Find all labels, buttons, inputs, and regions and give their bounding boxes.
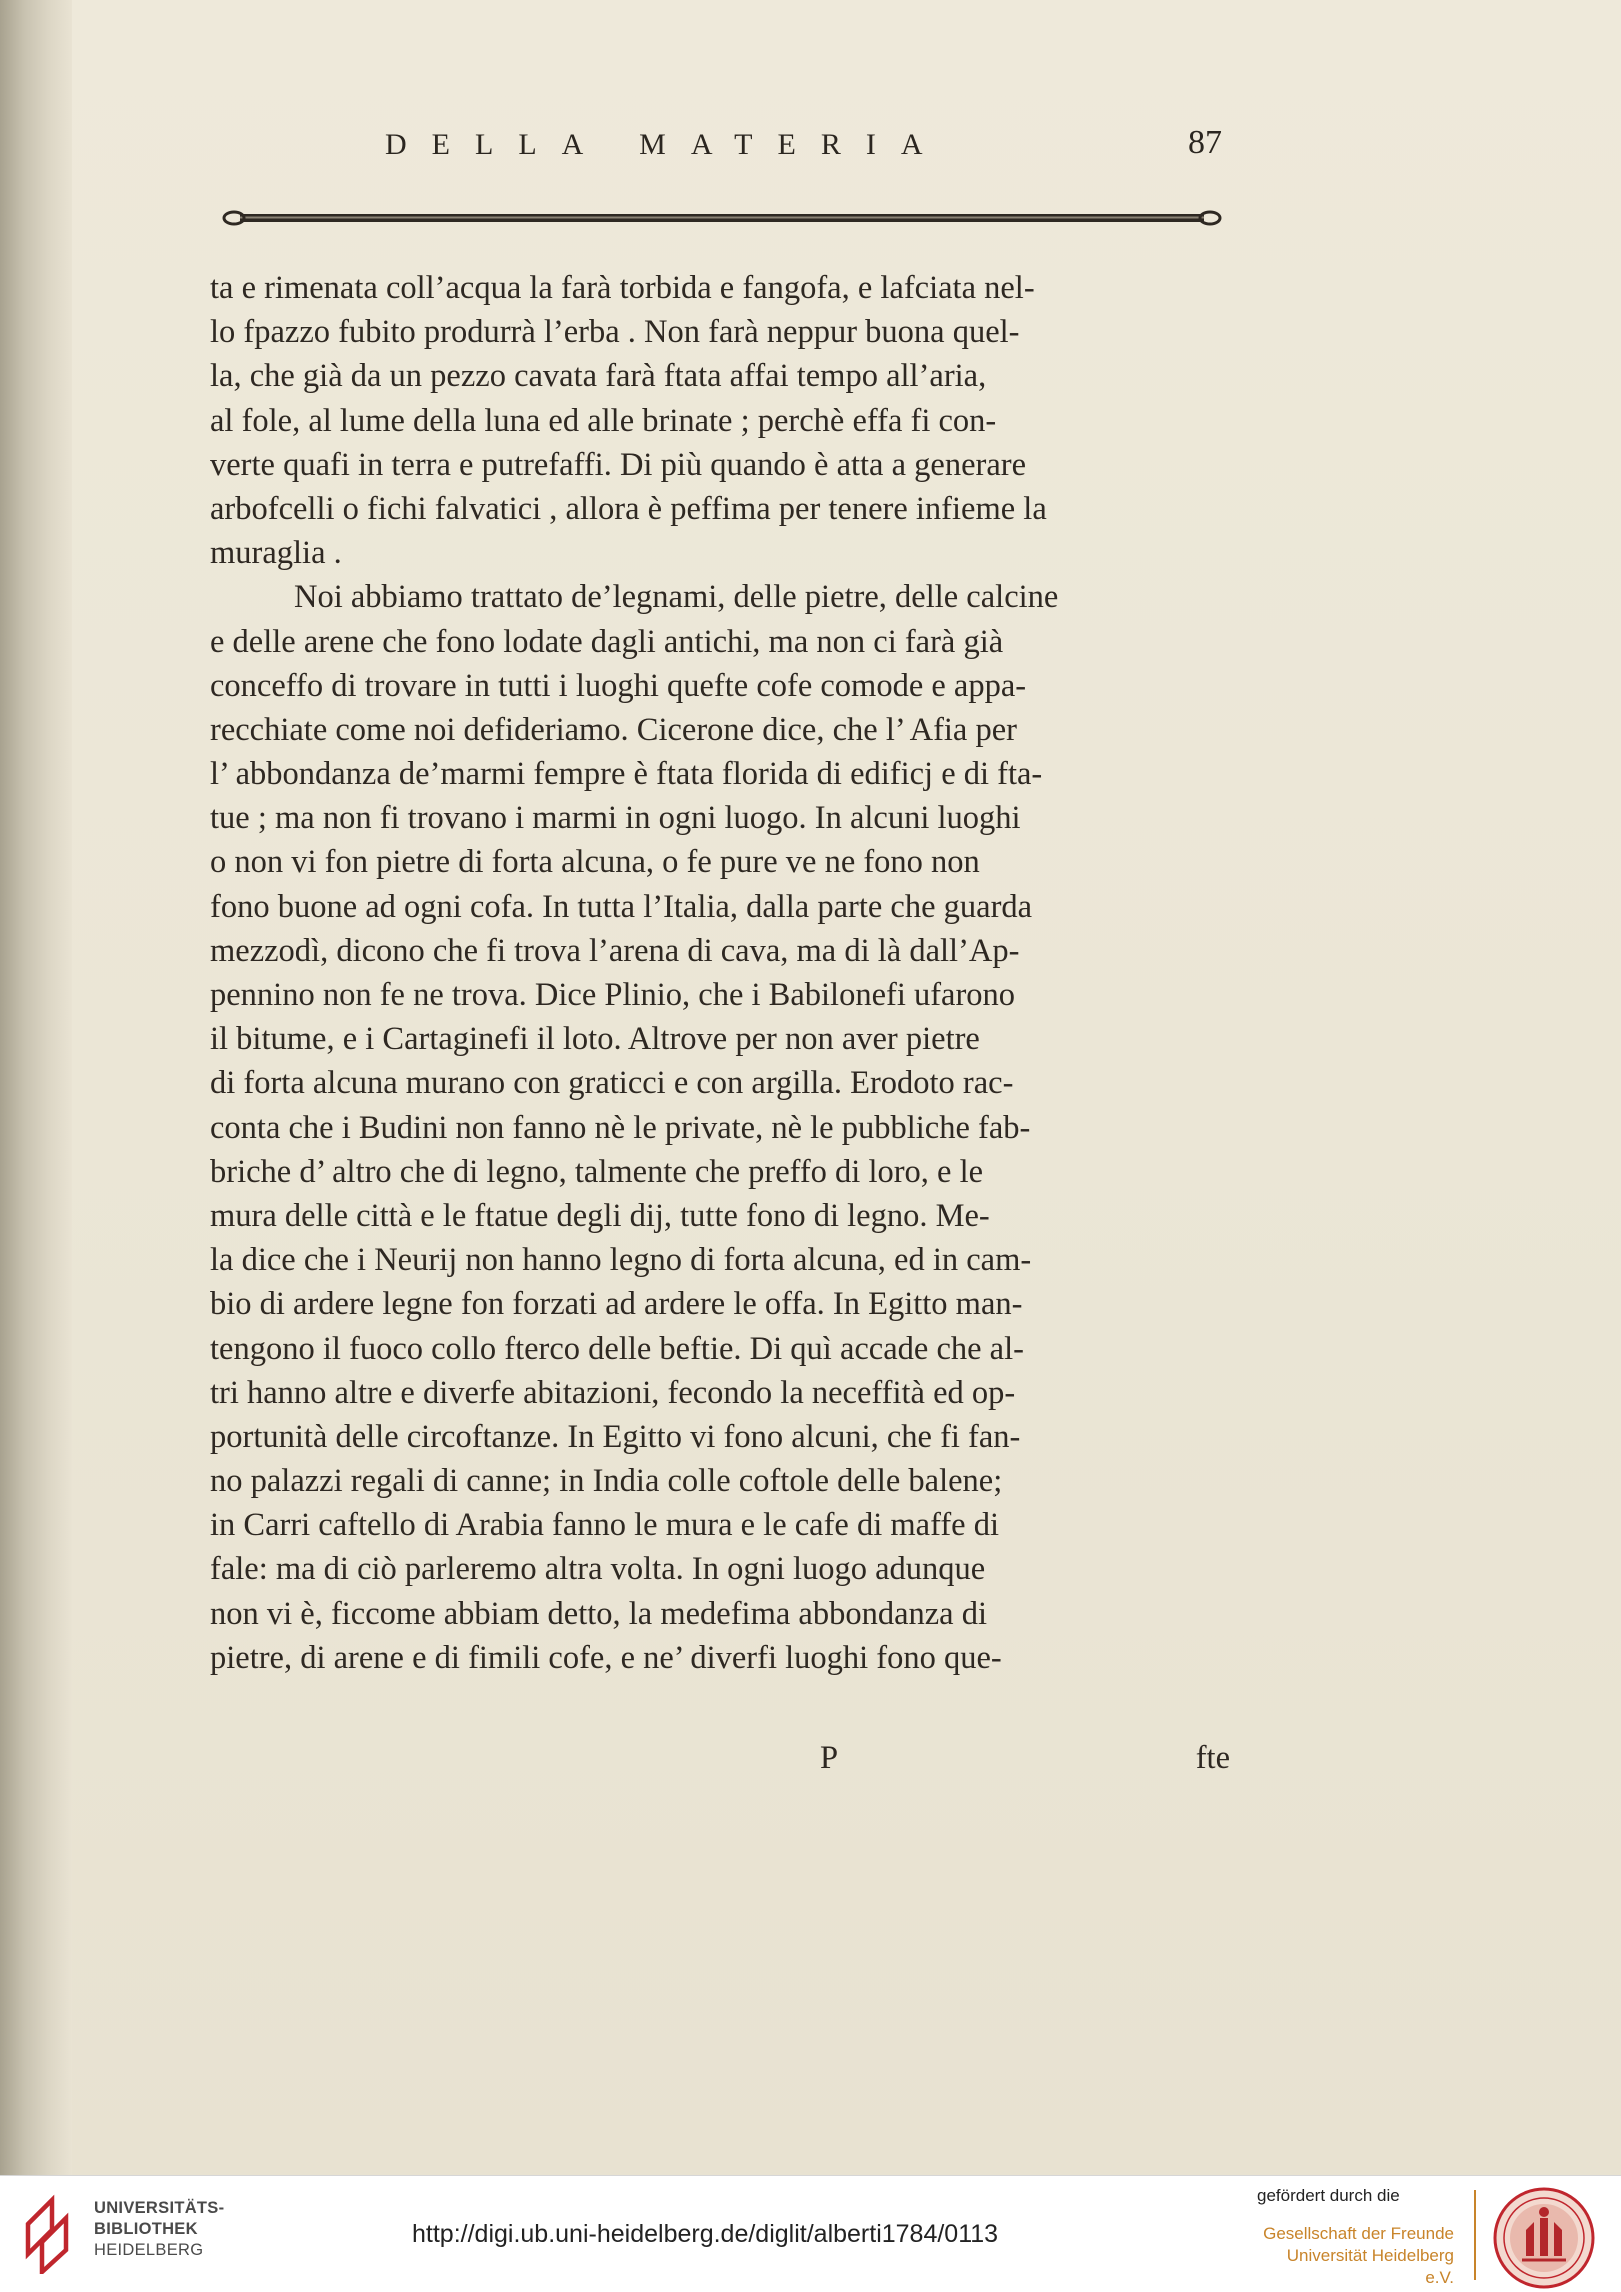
text-line: l’ abbondanza de’marmi fempre è ftata florida di edificj e di fta- — [210, 756, 1043, 793]
library-logo-icon[interactable] — [22, 2194, 86, 2274]
text-line: in Carri caftello di Arabia fanno le mura e le cafe di maffe di — [210, 1507, 999, 1544]
text-line: arbofcelli o fichi falvatici , allora è peffima per tenere infieme la — [210, 490, 1047, 527]
library-name-line: BIBLIOTHEK — [94, 2220, 198, 2238]
catchword: fte — [1195, 1740, 1230, 1776]
text-line: la dice che i Neurij non hanno legno di forta alcuna, ed in cam- — [210, 1242, 1032, 1279]
text-line: verte quafi in terra e putrefaffi. Di più quando è atta a generare — [210, 446, 1027, 483]
text-line: conceffo di trovare in tutti i luoghi quefte cofe comode e appa- — [210, 667, 1027, 704]
permalink[interactable]: http://digi.ub.uni-heidelberg.de/diglit/alberti1784/0113 — [412, 2220, 999, 2248]
text-line: recchiate come noi defideriamo. Cicerone dice, che l’ Afia per — [210, 711, 1017, 748]
text-line: non vi è, ficcome abbiam detto, la medefima abbondanza di — [210, 1595, 988, 1632]
text-line: pennino non fe ne trova. Dice Plinio, che i Babilonefi ufarono — [210, 977, 1016, 1013]
text-line: bio di ardere legne fon forzati ad ardere le offa. In Egitto man- — [210, 1286, 1023, 1323]
signature-mark: P — [820, 1740, 839, 1776]
text-line: fale: ma di ciò parleremo altra volta. In ogni luogo adunque — [210, 1551, 986, 1588]
running-head: DELLA MATERIA — [385, 128, 948, 161]
text-line: briche d’ altro che di legno, talmente che preffo di loro, e le — [210, 1153, 984, 1190]
sponsor-lead-text: gefördert durch die — [1257, 2186, 1400, 2205]
text-line: muraglia . — [210, 535, 342, 572]
sponsor-name[interactable] — [1262, 2223, 1454, 2289]
text-line: portunità delle circoftanze. In Egitto vi fono alcuni, che fi fan- — [210, 1418, 1021, 1455]
sponsor-name-line: Gesellschaft der Freunde — [1263, 2224, 1454, 2243]
library-name-line: UNIVERSITÄTS- — [94, 2199, 225, 2217]
text-line: tengono il fuoco collo fterco delle beftie. Di quì accade che al- — [210, 1330, 1024, 1367]
paragraph-first-line: Noi abbiamo trattato de’legnami, delle pietre, delle calcine — [294, 579, 1059, 616]
library-name-line: HEIDELBERG — [94, 2241, 204, 2259]
text-line: ta e rimenata coll’acqua la farà torbida e fangofa, e lafciata nel- — [210, 270, 1035, 306]
sponsor-name-line: Universität Heidelberg e.V. — [1286, 2246, 1454, 2287]
text-line: conta che i Budini non fanno nè le private, nè le pubbliche fab- — [210, 1109, 1031, 1146]
text-line: no palazzi regali di canne; in India colle coftole delle balene; — [210, 1463, 1003, 1500]
ornamental-rule — [222, 210, 1222, 226]
text-line: al fole, al lume della luna ed alle brinate ; perchè effa fi con- — [210, 402, 997, 439]
text-line: di forta alcuna murano con graticci e con argilla. Erodoto rac- — [210, 1065, 1014, 1102]
viewer-footer — [0, 2175, 1621, 2292]
book-spine-shadow — [0, 0, 72, 2175]
text-line: pietre, di arene e di fimili cofe, e ne’ diverfi luoghi fono que- — [210, 1639, 1002, 1676]
university-seal-icon[interactable] — [1492, 2186, 1596, 2290]
text-line: mezzodì, dicono che fi trova l’arena di cava, ma di là dall’Ap- — [210, 932, 1020, 969]
signature-row — [210, 1740, 1230, 1784]
text-line: fono buone ad ogni cofa. In tutta l’Italia, dalla parte che guarda — [210, 888, 1033, 925]
body-text — [210, 266, 1230, 1680]
text-line: tri hanno altre e diverfe abitazioni, fecondo la neceffità ed op- — [210, 1374, 1016, 1411]
page-number: 87 — [1188, 124, 1222, 161]
text-line: tue ; ma non fi trovano i marmi in ogni luogo. In alcuni luoghi — [210, 800, 1021, 837]
text-line: la, che già da un pezzo cavata farà ftata affai tempo all’aria, — [210, 358, 987, 395]
text-line: e delle arene che fono lodate dagli antichi, ma non ci farà già — [210, 623, 1004, 660]
text-line: lo fpazzo fubito produrrà l’erba . Non farà neppur buona quel- — [210, 314, 1020, 351]
library-name[interactable] — [94, 2198, 224, 2261]
text-line: il bitume, e i Cartaginefi il loto. Altrove per non aver pietre — [210, 1021, 980, 1058]
footer-divider — [1474, 2190, 1476, 2280]
text-line: o non vi fon pietre di forta alcuna, o fe pure ve ne fono non — [210, 844, 980, 881]
text-line: mura delle città e le ftatue degli dij, tutte fono di legno. Me- — [210, 1197, 990, 1234]
